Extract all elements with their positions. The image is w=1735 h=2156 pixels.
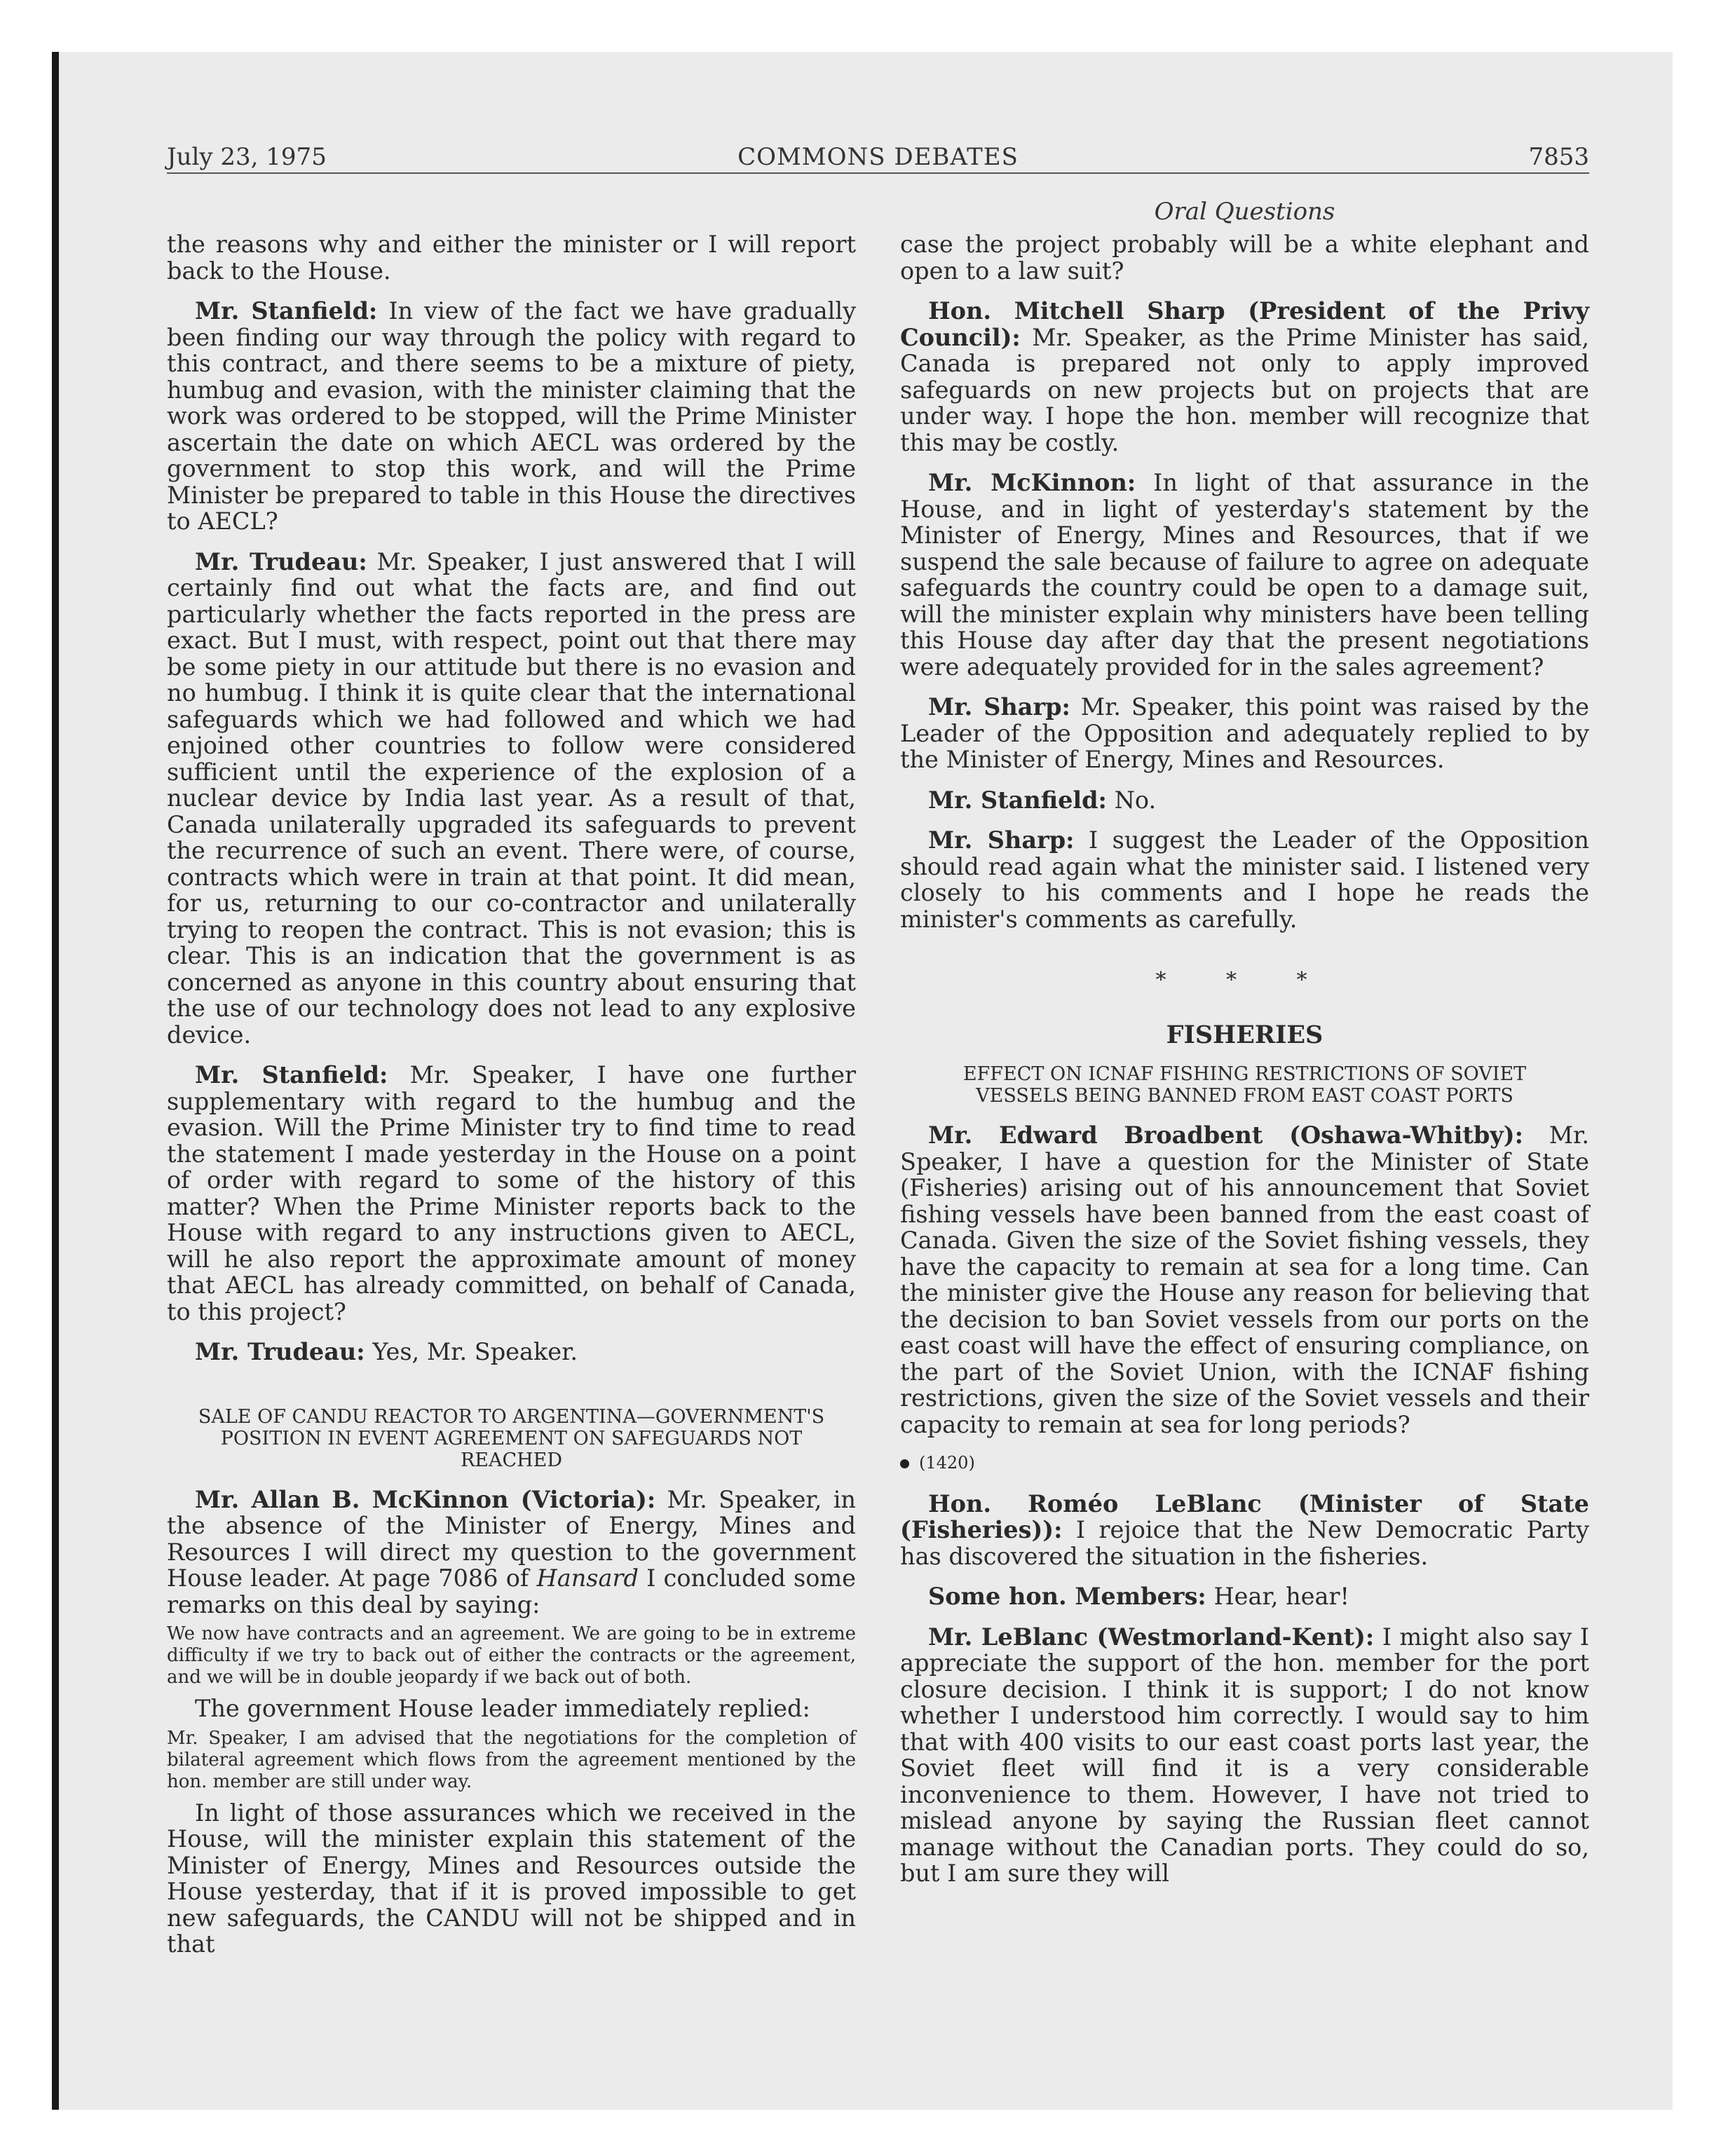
speech: No. (1114, 786, 1157, 814)
speech: I concluded some remarks on this deal by saying: (167, 1564, 856, 1618)
paragraph (167, 298, 856, 535)
speaker: Mr. Trudeau: (195, 1338, 365, 1365)
speech: Mr. Speaker, as the Prime Minister has said, Canada is prepared not only to apply improved safeguards on new projects but on projects that are under way. I hope the hon. member will recognize that this may be costly. (900, 323, 1589, 456)
speech: Hear, hear! (1213, 1583, 1349, 1610)
page-header (167, 143, 1589, 174)
section-break: * * * (1155, 968, 1334, 992)
italic-citation: Hansard (536, 1564, 639, 1592)
paragraph (900, 470, 1589, 680)
block-quote: We now have contracts and an agreement. We are going to be in extreme difficulty if we try to back out of either the contracts or the agreement, and we will be in double jeopardy if we back out of both. (167, 1623, 856, 1688)
speaker: Mr. LeBlanc (Westmorland-Kent): (928, 1623, 1375, 1651)
speaker: Mr. Stanfield: (195, 1061, 388, 1089)
paragraph (167, 549, 856, 1049)
speech: Mr. Speaker, I have one further supplementary with regard to the humbug and the evasion. Will the Prime Minister try to find time to read the statement I made yesterday in the House on a point of order with regard to some of the history of this matter? When the Prime Minister reports back to the House with regard to any instructions given to AECL, will he also report the approximate amount of money that AECL has already committed, on behalf of Canada, to this project? (167, 1061, 856, 1325)
speaker: Mr. Edward Broadbent (Oshawa-Whitby): (928, 1121, 1523, 1149)
section-heading: FISHERIES (1166, 1020, 1324, 1049)
running-head: Oral Questions (1154, 198, 1335, 226)
paragraph (900, 1122, 1589, 1438)
speaker: Some hon. Members: (928, 1583, 1206, 1610)
paragraph: the reasons why and either the minister or I will report back to the House. (167, 231, 856, 285)
subheading: EFFECT ON ICNAF FISHING RESTRICTIONS OF SOVIET VESSELS BEING BANNED FROM EAST COAST PORTS (962, 1063, 1527, 1107)
speech: I rejoice that the New Democratic Party has discovered the situation in the fisheries. (900, 1516, 1589, 1570)
time-stamp: (1420) (919, 1453, 975, 1473)
time-marker (900, 1450, 1589, 1477)
speaker: Mr. Allan B. McKinnon (Victoria): (195, 1485, 656, 1513)
speech: In view of the fact we have gradually been finding our way through the policy with regard to this contract, and there seems to be a mixture of piety, humbug and evasion, with the minister claiming that the work was ordered to be stopped, will the Prime Minister ascertain the date on which AECL was ordered by the government to stop this work, and will the Prime Minister be prepared to table in this House the directives to AECL? (167, 297, 857, 535)
speech: I suggest the Leader of the Opposition should read again what the minister said. I listened very closely to his comments and I hope he reads the minister's comments as carefully. (900, 826, 1589, 933)
paragraph: case the project probably will be a white elephant and open to a law suit? (900, 231, 1589, 285)
speaker: Mr. Stanfield: (928, 786, 1107, 814)
subheading: SALE OF CANDU REACTOR TO ARGENTINA—GOVERNMENT'S POSITION IN EVENT AGREEMENT ON SAFEGUARDS NOT REACHED (198, 1405, 825, 1471)
speaker: Mr. McKinnon: (928, 469, 1136, 496)
speaker: Mr. Trudeau: (195, 547, 367, 575)
paragraph (900, 1583, 1589, 1610)
speaker: Hon. Mitchell Sharp (President of the Privy Council): (900, 297, 1589, 351)
speaker: Mr. Stanfield: (195, 297, 378, 325)
speech: In light of that assurance in the House, and in light of yesterday's statement by the Minister of Energy, Mines and Resources, that if we suspend the sale because of failure to agree on adequate safeguards the country could be open to a damage suit, will the minister explain why ministers have been telling this House day after day that the present negotiations were adequately provided for in the sales agreement? (900, 469, 1589, 681)
speech: Mr. Speaker, in the absence of the Minister of Energy, Mines and Resources I will direct my question to the government House leader. At page 7086 of (167, 1485, 856, 1592)
scan-edge (52, 52, 59, 2110)
speech: Yes, Mr. Speaker. (372, 1338, 578, 1365)
bullet-icon (900, 1459, 909, 1468)
speaker: Hon. Roméo LeBlanc (Minister of State (Fisheries)): (900, 1489, 1589, 1543)
page-number: 7853 (1528, 143, 1589, 171)
speech: I might also say I appreciate the support of the hon. member for the port closure decision. I think it is support; I do not know whether I understood him correctly. I would say to him that with 400 visits to our east coast ports last year, the Soviet fleet will find it is a very considerable inconvenience to them. However, I have not tried to mislead anyone by saying the Russian fleet cannot manage without the Canadian ports. They could do so, but I am sure they will (900, 1623, 1589, 1887)
paragraph (900, 1491, 1589, 1570)
speech: Mr. Speaker, I just answered that I will certainly find out what the facts are, and find out particularly whether the facts reported in the press are exact. But I must, with respect, point out that there may be some piety in our attitude but there is no evasion and no humbug. I think it is quite clear that the international safeguards which we had followed and which we had enjoined other countries to follow were considered sufficient until the experience of the explosion of a nuclear device by India last year. As a result of that, Canada unilaterally upgraded its safeguards to prevent the recurrence of such an event. There were, of course, contracts which were in train at that point. It did mean, for us, returning to our co-contractor and unilaterally trying to reopen the contract. This is not evasion; this is clear. This is an indication that the government is as concerned as anyone in this country about ensuring that the use of our technology does not lead to any explosive device. (167, 547, 856, 1049)
speech: Mr. Speaker, this point was raised by the Leader of the Opposition and adequately replied to by the Minister of Energy, Mines and Resources. (900, 693, 1589, 773)
paragraph (900, 787, 1589, 814)
paragraph (900, 1624, 1589, 1887)
header-date: July 23, 1975 (167, 143, 327, 171)
left-column (167, 231, 856, 1958)
paragraph: The government House leader immediately replied: (195, 1695, 810, 1722)
right-column (900, 231, 1589, 1887)
header-title: COMMONS DEBATES (737, 143, 1019, 171)
speaker: Mr. Sharp: (928, 693, 1070, 721)
paragraph: In light of those assurances which we received in the House, will the minister explain this statement of the Minister of Energy, Mines and Resources outside the House yesterday, that if it is proved impossible to get new safeguards, the CANDU will not be shipped and in that (167, 1799, 856, 1958)
speaker: Mr. Sharp: (928, 826, 1075, 854)
speech: Mr. Speaker, I have a question for the Minister of State (Fisheries) arising out of his announcement that Soviet fishing vessels have been banned from the east coast of Canada. Given the size of the Soviet fishing vessels, they have the capacity to remain at sea for a long time. Can the minister give the House any reason for believing that the decision to ban Soviet vessels from our ports on the east coast will have the effect of ensuring compliance, on the part of the Soviet Union, with the ICNAF fishing restrictions, given the size of the Soviet vessels and their capacity to remain at sea for long periods? (900, 1121, 1589, 1438)
paragraph (167, 1487, 856, 1618)
paragraph (900, 827, 1589, 932)
paragraph (900, 694, 1589, 773)
block-quote: Mr. Speaker, I am advised that the negotiations for the completion of bilateral agreement which flows from the agreement mentioned by the hon. member are still under way. (167, 1727, 856, 1792)
paragraph (167, 1062, 856, 1325)
paragraph (900, 298, 1589, 456)
paragraph (167, 1339, 856, 1365)
